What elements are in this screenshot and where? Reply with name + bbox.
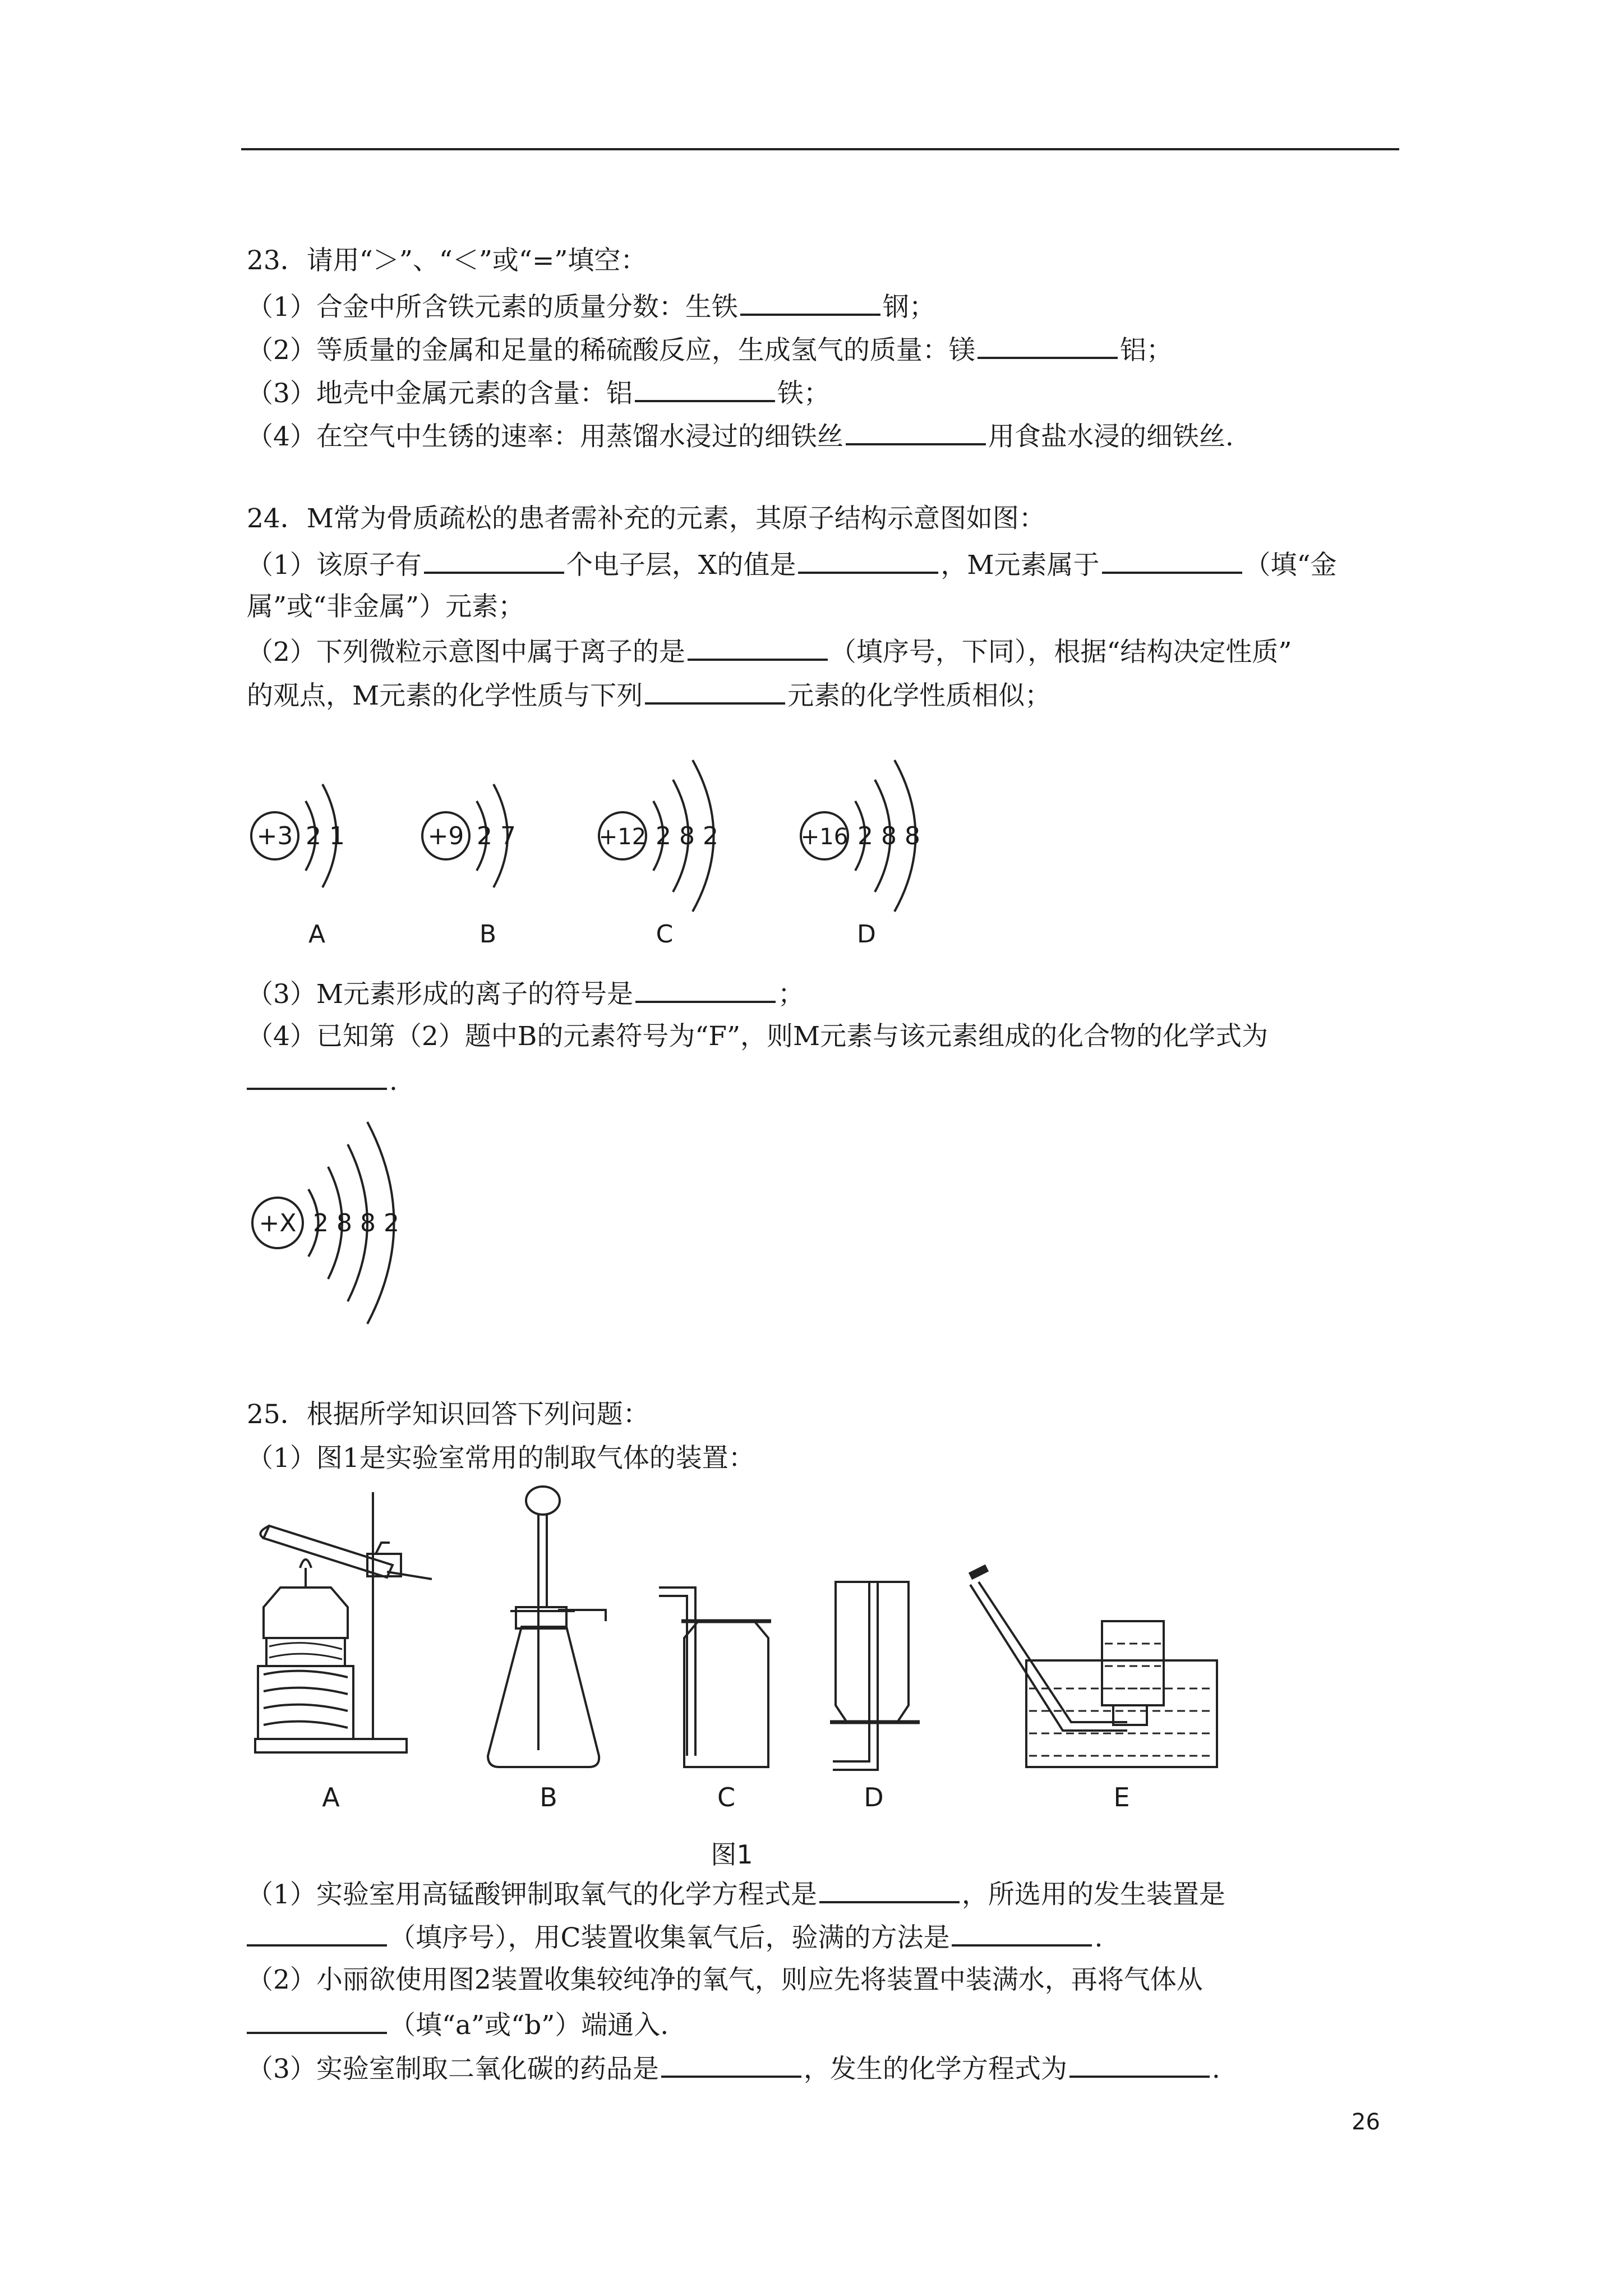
answer-blank[interactable]: [798, 547, 938, 574]
q25-intro: （1）图1是实验室常用的制取气体的装置：: [247, 1443, 755, 1474]
q23-part4: （4）在空气中生锈的速率：用蒸馏水浸过的细铁丝 用食盐水浸的细铁丝.: [247, 418, 1234, 454]
label-b: B: [479, 920, 497, 949]
m-nucleus: +X: [259, 1209, 297, 1237]
answer-blank[interactable]: [1102, 547, 1242, 574]
page-number: 26: [1352, 2109, 1380, 2135]
q25-sub1-cont: （填序号），用C装置收集氧气后，验满的方法是 .: [247, 1920, 1103, 1955]
electrons-b: 2 7: [477, 822, 516, 850]
atom-diagrams: [241, 729, 970, 965]
answer-blank[interactable]: [645, 678, 785, 705]
nucleus-c: +12: [598, 824, 647, 850]
answer-blank[interactable]: [952, 1920, 1092, 1947]
q24-part1: （1）该原子有 个电子层，X的值是 ，M元素属于 （填“金: [247, 547, 1337, 582]
apparatus-svg: [247, 1481, 1368, 1840]
label-a: A: [308, 920, 326, 949]
q24-part2: （2）下列微粒示意图中属于离子的是 （填序号，下同），根据“结构决定性质”: [247, 634, 1292, 669]
apparatus-e: [970, 1568, 1217, 1767]
answer-blank[interactable]: [819, 1876, 960, 1903]
apparatus-figure: [247, 1481, 1368, 1840]
q23-part1: （1）合金中所含铁元素的质量分数：生铁 钢；: [247, 289, 935, 324]
answer-blank[interactable]: [247, 1920, 387, 1947]
m-atom-svg: [241, 1105, 432, 1341]
apparatus-label-c: C: [717, 1782, 736, 1812]
apparatus-label-d: D: [864, 1782, 884, 1812]
apparatus-label-e: E: [1113, 1782, 1130, 1812]
q25-sub2-cont: （填“a”或“b”）端通入.: [247, 2007, 668, 2042]
apparatus-label-b: B: [540, 1782, 557, 1812]
answer-blank[interactable]: [1069, 2051, 1210, 2078]
q24-part2-cont: 的观点，M元素的化学性质与下列 元素的化学性质相似；: [247, 678, 1051, 713]
m-atom-diagram: [241, 1105, 432, 1341]
q25-sub2: （2）小丽欲使用图2装置收集较纯净的氧气，则应先将装置中装满水，再将气体从: [247, 1964, 1203, 1995]
label-d: D: [857, 920, 876, 949]
electrons-d: 2 8 8: [857, 822, 920, 850]
electrons-c: 2 8 2: [656, 822, 718, 850]
q24-part4: （4）已知第（2）题中B的元素符号为“F”，则M元素与该元素组成的化合物的化学式为: [247, 1021, 1269, 1052]
figure-caption: 图1: [711, 1839, 753, 1870]
q24-part1-cont: 属”或“非金属”）元素；: [247, 591, 525, 622]
q24-part4-cont: .: [247, 1063, 398, 1098]
q25-title: 25．根据所学知识回答下列问题：: [247, 1399, 649, 1430]
apparatus-a: [255, 1492, 432, 1752]
answer-blank[interactable]: [846, 418, 986, 445]
answer-blank[interactable]: [424, 547, 564, 574]
q24-part3: （3）M元素形成的离子的符号是 ；: [247, 976, 804, 1011]
q25-sub3: （3）实验室制取二氧化碳的药品是 ，发生的化学方程式为 .: [247, 2051, 1220, 2086]
header-rule: [241, 148, 1399, 150]
q23-title: 23．请用“＞”、“＜”或“=”填空：: [247, 245, 647, 276]
atom-diagrams-svg: [241, 729, 970, 965]
answer-blank[interactable]: [740, 289, 880, 316]
nucleus-d: +16: [800, 824, 849, 850]
apparatus-b: [488, 1487, 606, 1767]
q24-title: 24．M常为骨质疏松的患者需补充的元素，其原子结构示意图如图：: [247, 503, 1045, 534]
nucleus-b: +9: [427, 822, 464, 850]
q23-part3: （3）地壳中金属元素的含量：铝 铁；: [247, 375, 830, 411]
electrons-a: 2 1: [306, 822, 345, 850]
answer-blank[interactable]: [661, 2051, 801, 2078]
apparatus-d: [830, 1582, 920, 1770]
answer-blank[interactable]: [635, 976, 776, 1003]
answer-blank[interactable]: [247, 2007, 387, 2034]
answer-blank[interactable]: [635, 375, 775, 402]
q23-part2: （2）等质量的金属和足量的稀硫酸反应，生成氢气的质量：镁 铝；: [247, 332, 1173, 367]
label-c: C: [656, 920, 674, 949]
answer-blank[interactable]: [978, 332, 1118, 359]
answer-blank[interactable]: [247, 1063, 387, 1090]
q25-sub1: （1）实验室用高锰酸钾制取氧气的化学方程式是 ，所选用的发生装置是: [247, 1876, 1225, 1912]
nucleus-a: +3: [256, 822, 293, 850]
answer-blank[interactable]: [688, 634, 828, 661]
m-electrons: 2 8 8 2: [313, 1209, 399, 1237]
apparatus-label-a: A: [322, 1782, 340, 1812]
apparatus-c: [659, 1588, 771, 1767]
